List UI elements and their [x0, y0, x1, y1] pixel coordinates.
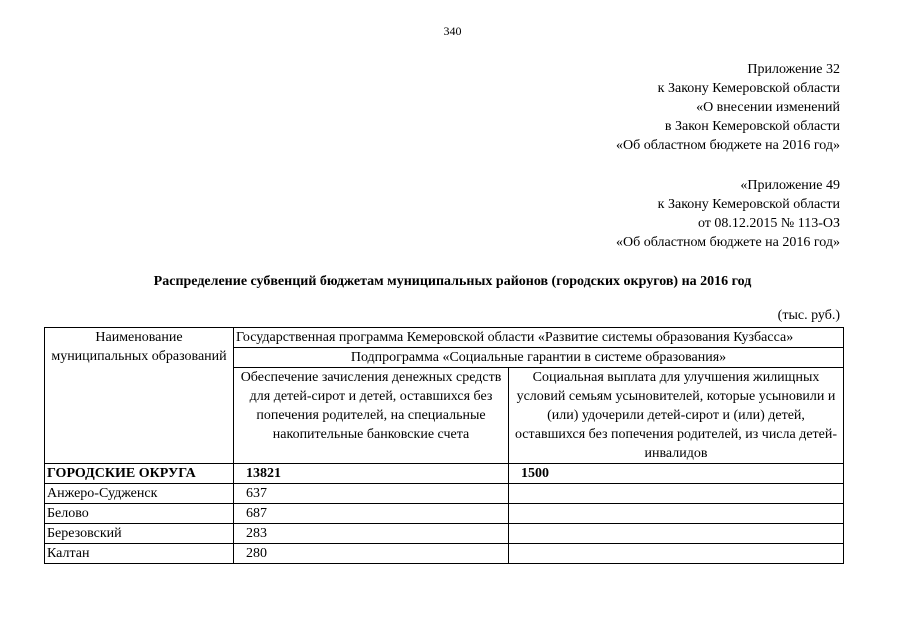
table-row	[45, 484, 844, 504]
row-value-col2	[509, 524, 844, 544]
row-value-col2	[509, 504, 844, 524]
subventions-table	[44, 327, 844, 564]
row-value-col2: 1500	[509, 464, 844, 484]
row-value-col2	[509, 484, 844, 504]
row-name: Березовский	[45, 524, 234, 544]
header-col-savings-accounts: Обеспечение зачисления денежных средств для детей-сирот и детей, оставшихся без попечения родителей, на специальные накопительные банковские счета	[234, 368, 509, 464]
row-value-col1: 687	[234, 504, 509, 524]
table-row	[45, 504, 844, 524]
table-row-total	[45, 464, 844, 484]
annex-line: «Об областном бюджете на 2016 год»	[616, 138, 840, 153]
annex-line: в Закон Кемеровской области	[664, 119, 840, 134]
header-program: Государственная программа Кемеровской области «Развитие системы образования Кузбасса»	[234, 328, 844, 348]
units-label: (тыс. руб.)	[777, 308, 840, 323]
table-row	[45, 524, 844, 544]
header-subprogram: Подпрограмма «Социальные гарантии в системе образования»	[234, 348, 844, 368]
row-value-col2	[509, 544, 844, 564]
annex-line: к Закону Кемеровской области	[657, 81, 840, 96]
row-value-col1: 637	[234, 484, 509, 504]
annex-line: «Приложение 49	[740, 178, 840, 193]
page-number: 340	[443, 24, 462, 38]
row-name: Белово	[45, 504, 234, 524]
row-value-col1: 280	[234, 544, 509, 564]
annex-49-header	[616, 176, 840, 252]
row-name: ГОРОДСКИЕ ОКРУГА	[45, 464, 234, 484]
annex-line: к Закону Кемеровской области	[657, 197, 840, 212]
header-municipality: Наименование муниципальных образований	[45, 328, 234, 464]
table-header-row	[45, 328, 844, 348]
row-name: Анжеро-Судженск	[45, 484, 234, 504]
annex-line: от 08.12.2015 № 113-ОЗ	[697, 216, 840, 231]
annex-line: «Об областном бюджете на 2016 год»	[616, 235, 840, 250]
annex-line: Приложение 32	[747, 62, 840, 77]
table-row	[45, 544, 844, 564]
annex-32-header	[616, 60, 840, 155]
row-name: Калтан	[45, 544, 234, 564]
row-value-col1: 283	[234, 524, 509, 544]
row-value-col1: 13821	[234, 464, 509, 484]
annex-line: «О внесении изменений	[696, 100, 840, 115]
document-title: Распределение субвенций бюджетам муниципальных районов (городских округов) на 2016 год	[153, 274, 752, 289]
header-col-housing-payment: Социальная выплата для улучшения жилищных условий семьям усыновителей, которые усыновили и (или) удочерили детей-сирот и (или) детей, оставшихся без попечения родителей, из числа детей-инвалидов	[509, 368, 844, 464]
